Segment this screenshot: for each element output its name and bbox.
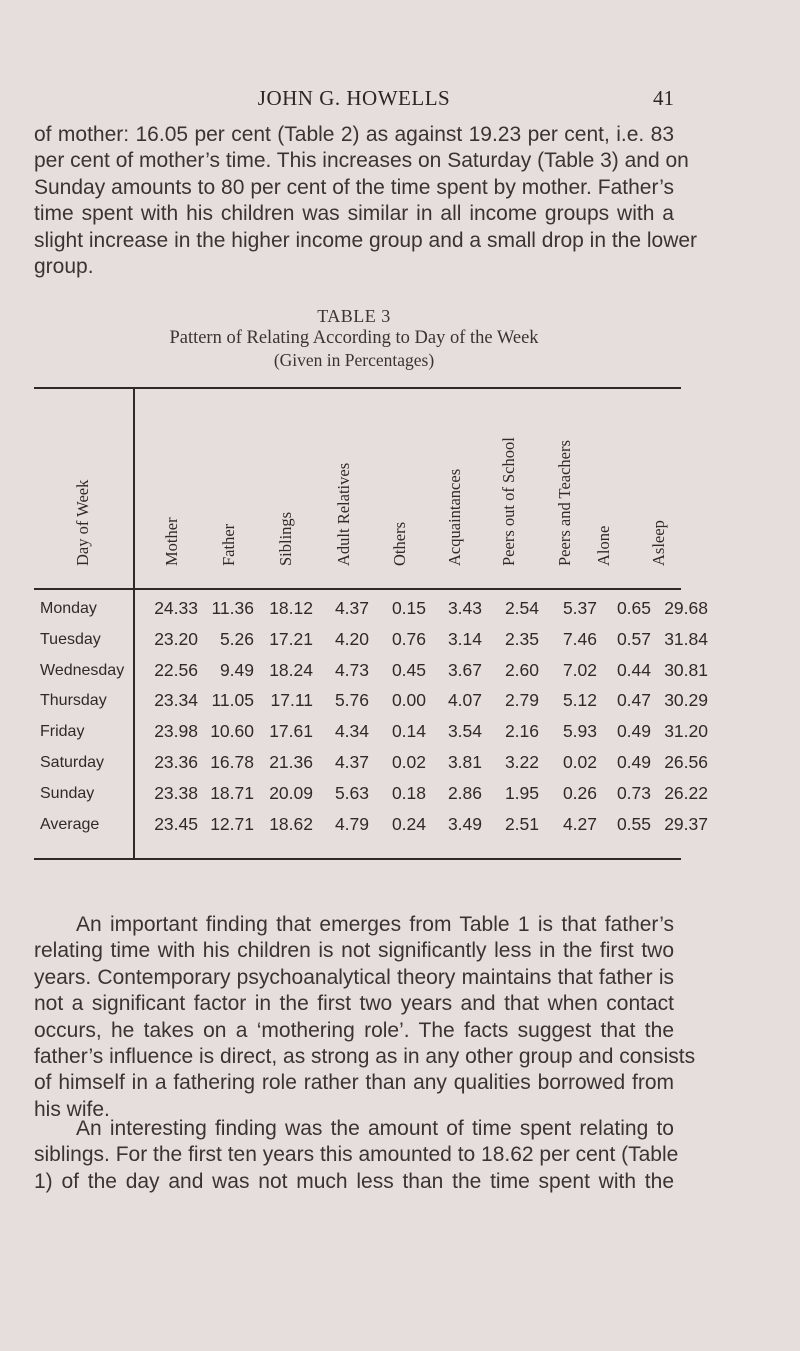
table-cell: 2.79 <box>504 690 539 711</box>
paragraph-1-line: of mother: 16.05 per cent (Table 2) as against 19.23 per cent, i.e. 83 <box>34 123 674 146</box>
table-cell: 3.54 <box>447 721 482 742</box>
table-cell: 4.07 <box>447 690 482 711</box>
table-cell: 18.62 <box>269 813 313 834</box>
table-cell: 23.20 <box>154 628 198 649</box>
paragraph-3-line: 1) of the day and was not much less than the time spent with the <box>34 1169 674 1193</box>
table-cell: 23.98 <box>154 721 198 742</box>
table-cell: 0.47 <box>616 690 651 711</box>
table-cell: 26.56 <box>664 752 708 772</box>
column-header-alone: Alone <box>594 525 613 566</box>
table-cell: 0.44 <box>616 659 651 680</box>
table-cell: 2.54 <box>504 598 539 618</box>
table-cell: 17.21 <box>269 628 313 649</box>
column-header-peers-and-teachers: Peers and Teachers <box>555 440 574 566</box>
table-cell: 0.24 <box>391 813 426 834</box>
table-cell: 2.35 <box>504 628 539 649</box>
column-header-asleep: Asleep <box>649 520 668 566</box>
table-cell: 31.20 <box>664 721 708 742</box>
paragraph-2 <box>34 912 696 1123</box>
row-label: Saturday <box>40 754 105 771</box>
table-cell: 5.76 <box>334 690 369 711</box>
table-cell: 0.55 <box>616 813 651 834</box>
table-cell: 3.67 <box>447 659 482 680</box>
table-cell: 11.36 <box>211 598 254 618</box>
column-header-day-of-week: Day of Week <box>73 479 92 566</box>
table-top-rule <box>34 387 681 389</box>
row-label: Tuesday <box>40 630 101 648</box>
table-cell: 0.49 <box>616 752 651 772</box>
table-cell: 7.02 <box>562 659 597 680</box>
column-header-peers-out-of-school: Peers out of School <box>499 437 518 566</box>
paragraph-2-line: father’s influence is direct, as strong as in any other group and consists <box>34 1045 696 1069</box>
table-cell: 17.61 <box>269 721 313 742</box>
table-cell: 0.65 <box>616 598 651 618</box>
table-cell: 18.24 <box>269 659 313 680</box>
table-cell: 0.15 <box>391 598 426 618</box>
table-cell: 5.12 <box>562 690 597 711</box>
row-label: Friday <box>40 723 85 741</box>
table-cell: 2.86 <box>447 782 482 803</box>
row-label: Wednesday <box>40 661 125 679</box>
table-cell: 3.22 <box>504 752 539 772</box>
table-cell: 17.11 <box>270 690 313 711</box>
table-cell: 29.68 <box>664 598 708 618</box>
table-cell: 0.02 <box>391 752 426 772</box>
paragraph-3-line: An interesting finding was the amount of time spent relating to <box>76 1117 674 1140</box>
table-cell: 23.45 <box>154 813 198 834</box>
table-cell: 24.33 <box>154 598 198 618</box>
paragraph-1-line: per cent of mother’s time. This increases on Saturday (Table 3) and on <box>34 149 689 173</box>
table-header-rule <box>34 588 681 590</box>
table-cell: 30.29 <box>664 690 708 711</box>
table-cell: 9.49 <box>219 659 254 680</box>
table-cell: 23.34 <box>154 690 198 711</box>
table-cell: 26.22 <box>664 782 708 803</box>
table-cell: 22.56 <box>154 659 198 680</box>
paragraph-2-line: not a significant factor in the first two years and that when contact <box>34 992 674 1016</box>
table-cell: 0.00 <box>391 690 426 711</box>
table-cell: 5.37 <box>562 598 597 618</box>
table-cell: 0.76 <box>391 628 426 649</box>
table-cell: 4.37 <box>334 598 369 618</box>
paragraph-1-line: time spent with his children was similar in all income groups with a <box>34 202 674 226</box>
paragraph-2-line: An important finding that emerges from Table 1 is that father’s <box>76 913 674 936</box>
column-header-mother: Mother <box>162 517 181 566</box>
paragraph-3 <box>34 1116 679 1195</box>
table-cell: 3.81 <box>447 752 482 772</box>
table-subtitle: (Given in Percentages) <box>273 350 435 370</box>
table-cell: 0.26 <box>562 782 597 803</box>
column-header-adult-relatives: Adult Relatives <box>334 462 353 566</box>
table-cell: 20.09 <box>269 782 313 803</box>
table-cell: 5.26 <box>219 628 254 649</box>
paragraph-1-line: group. <box>34 255 94 279</box>
table-cell: 5.63 <box>334 782 369 803</box>
table-cell: 4.37 <box>334 752 369 772</box>
paragraph-2-line: occurs, he takes on a ‘mothering role’. The facts suggest that the <box>34 1018 674 1042</box>
paragraph-2-line: of himself in a fathering role rather than any qualities borrowed from <box>34 1071 674 1095</box>
row-label: Thursday <box>40 692 107 710</box>
table-cell: 0.18 <box>391 782 426 803</box>
table-cell: 23.38 <box>154 782 198 803</box>
table-bottom-rule <box>34 858 681 860</box>
table-cell: 0.73 <box>616 782 651 803</box>
running-header-author: JOHN G. HOWELLS <box>257 86 451 110</box>
column-header-father: Father <box>219 523 238 566</box>
table-cell: 0.57 <box>616 628 651 649</box>
row-label: Sunday <box>40 784 95 802</box>
table-cell: 3.49 <box>447 813 482 834</box>
table-cell: 4.27 <box>562 813 597 834</box>
paragraph-1 <box>34 122 698 280</box>
paragraph-3-line: siblings. For the first ten years this amounted to 18.62 per cent (Table <box>34 1143 679 1167</box>
table-cell: 2.51 <box>504 813 539 834</box>
table-cell: 0.02 <box>562 752 597 772</box>
table-cell: 1.95 <box>504 782 539 803</box>
table-cell: 2.16 <box>504 721 539 742</box>
table-stub-divider <box>133 387 135 860</box>
table-cell: 2.60 <box>504 659 539 680</box>
table-cell: 23.36 <box>154 752 198 772</box>
table-title: Pattern of Relating According to Day of the Week <box>169 328 539 348</box>
row-label: Average <box>40 815 100 833</box>
table-cell: 30.81 <box>664 659 708 680</box>
paragraph-2-line: his wife. <box>34 1097 110 1121</box>
table-cell: 21.36 <box>269 752 313 772</box>
column-header-others: Others <box>390 522 409 566</box>
paragraph-1-line: Sunday amounts to 80 per cent of the time spent by mother. Father’s <box>34 175 674 199</box>
table-cell: 29.37 <box>664 813 708 834</box>
table-cell: 0.49 <box>616 721 651 742</box>
table-cell: 18.71 <box>210 782 254 803</box>
table-cell: 3.43 <box>447 598 482 618</box>
table-cell: 5.93 <box>562 721 597 742</box>
table-number: TABLE 3 <box>317 306 391 326</box>
table-cell: 12.71 <box>210 813 254 834</box>
table-cell: 0.14 <box>391 721 426 742</box>
table-cell: 4.79 <box>334 813 369 834</box>
row-label: Monday <box>40 600 97 617</box>
table-cell: 3.14 <box>447 628 482 649</box>
page-number: 41 <box>653 86 674 110</box>
table-cell: 10.60 <box>210 721 254 742</box>
table-cell: 7.46 <box>562 628 597 649</box>
table-cell: 4.20 <box>334 628 369 649</box>
paragraph-2-line: relating time with his children is not significantly less in the first two <box>34 939 674 963</box>
table-cell: 16.78 <box>210 752 254 772</box>
table-cell: 4.34 <box>334 721 369 742</box>
column-header-siblings: Siblings <box>276 511 295 566</box>
table-cell: 11.05 <box>211 690 254 711</box>
paragraph-1-line: slight increase in the higher income group and a small drop in the lower <box>34 228 698 252</box>
table-cell: 0.45 <box>391 659 426 680</box>
running-header <box>34 86 674 110</box>
table-cell: 4.73 <box>334 659 369 680</box>
table-cell: 18.12 <box>269 598 313 618</box>
column-header-acquaintances: Acquaintances <box>445 468 464 566</box>
paragraph-2-line: years. Contemporary psychoanalytical theory maintains that father is <box>34 965 674 989</box>
table-cell: 31.84 <box>664 628 708 649</box>
